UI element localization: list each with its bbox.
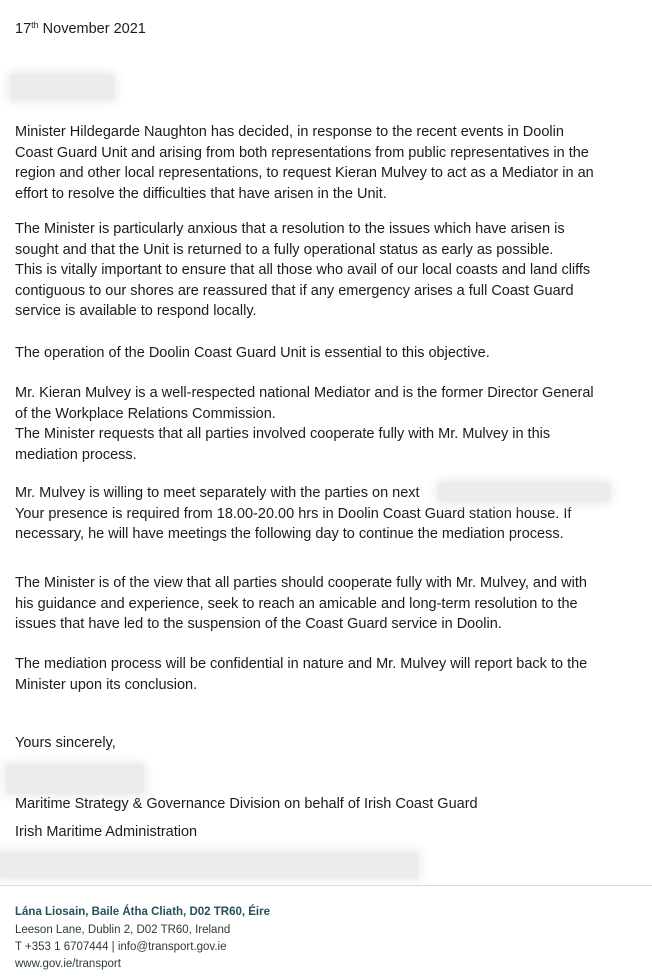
- paragraph-line: his guidance and experience, seek to reach an amicable and long-term resolution to the: [15, 595, 578, 612]
- signatory-organisation: Irish Maritime Administration: [15, 824, 198, 840]
- paragraph-line: The mediation process will be confidential in nature and Mr. Mulvey will report back to the: [15, 656, 588, 672]
- signatory-division: Maritime Strategy & Governance Division on behalf of Irish Coast Guard: [15, 796, 478, 812]
- paragraph-7: [15, 654, 640, 695]
- paragraph-line: The Minister requests that all parties involved cooperate fully with Mr. Mulvey in this: [15, 426, 551, 443]
- paragraph-line: Minister upon its conclusion.: [15, 676, 198, 693]
- date-month-year: November 2021: [38, 21, 146, 37]
- paragraph-line: The Minister is of the view that all parties should cooperate fully with Mr. Mulvey, and with: [15, 575, 587, 591]
- paragraph-line: service is available to respond locally.: [15, 303, 257, 320]
- paragraph-line: Mr. Kieran Mulvey is a well-respected national Mediator and is the former Director General: [15, 385, 594, 401]
- redacted-meeting-date: [438, 482, 610, 502]
- date-day: 17: [15, 21, 32, 37]
- paragraph-1: [15, 122, 640, 204]
- paragraph-line: mediation process.: [15, 446, 137, 463]
- redacted-recipient: [10, 74, 114, 100]
- paragraph-line: Coast Guard Unit and arising from both representations from public representatives in the: [15, 144, 589, 161]
- footer-address-english: Leeson Lane, Dublin 2, D02 TR60, Ireland: [15, 924, 231, 936]
- paragraph-6: [15, 573, 640, 635]
- paragraph-line: region and other local representations, to request Kieran Mulvey to act as a Mediator in an: [15, 165, 594, 182]
- footer-address-irish: Lána Liosain, Baile Átha Cliath, D02 TR60, Éire: [15, 906, 270, 918]
- paragraph-3: [15, 343, 640, 364]
- paragraph-2: [15, 219, 640, 322]
- paragraph-line: This is vitally important to ensure that all those who avail of our local coasts and land cliffs: [15, 262, 591, 279]
- paragraph-line: The Minister is particularly anxious that a resolution to the issues which have arisen is: [15, 221, 565, 237]
- paragraph-4: [15, 383, 640, 465]
- paragraph-line: The operation of the Doolin Coast Guard Unit is essential to this objective.: [15, 345, 490, 361]
- paragraph-line: necessary, he will have meetings the following day to continue the mediation process.: [15, 526, 564, 543]
- closing-salutation: Yours sincerely,: [15, 735, 116, 751]
- date-suffix: th: [31, 20, 39, 30]
- footer-contact: T +353 1 6707444 | info@transport.gov.ie: [15, 941, 227, 953]
- redacted-signatory-name: [6, 764, 144, 794]
- letter-date: [15, 20, 146, 37]
- paragraph-line: Mr. Mulvey is willing to meet separately with the parties on next: [15, 485, 420, 501]
- paragraph-line: Minister Hildegarde Naughton has decided, in response to the recent events in Doolin: [15, 124, 564, 140]
- redacted-footer-strip: [0, 852, 418, 878]
- paragraph-line: of the Workplace Relations Commission.: [15, 405, 276, 422]
- paragraph-line: contiguous to our shores are reassured that if any emergency arises a full Coast Guard: [15, 282, 574, 299]
- paragraph-line: effort to resolve the difficulties that have arisen in the Unit.: [15, 185, 387, 202]
- paragraph-line: sought and that the Unit is returned to a fully operational status as early as possible.: [15, 241, 554, 258]
- footer-divider: [0, 885, 652, 886]
- footer-website[interactable]: www.gov.ie/transport: [15, 958, 121, 970]
- paragraph-line: Your presence is required from 18.00-20.00 hrs in Doolin Coast Guard station house. If: [15, 505, 572, 522]
- paragraph-line: issues that have led to the suspension of the Coast Guard service in Doolin.: [15, 616, 502, 633]
